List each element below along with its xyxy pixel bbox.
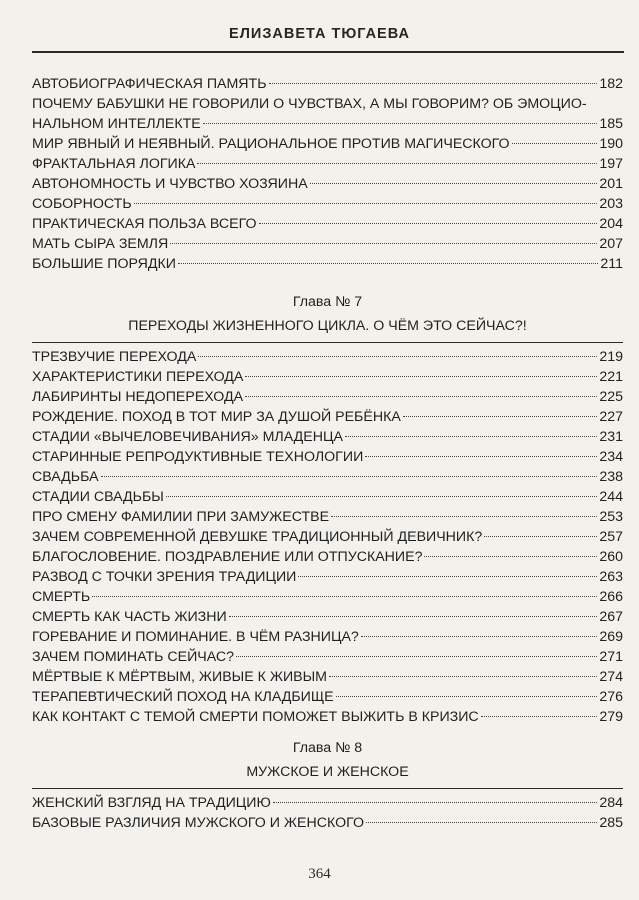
chapter-number: Глава № 8 <box>292 740 363 756</box>
toc-entry-page: 238 <box>599 469 623 485</box>
dot-leader <box>366 822 597 823</box>
dot-leader <box>134 203 598 204</box>
toc-entry-page: 227 <box>599 409 623 425</box>
toc-entry-page: 231 <box>599 429 623 445</box>
chapter-number: Глава № 7 <box>292 294 363 310</box>
toc-entry[interactable] <box>32 527 623 547</box>
dot-leader <box>197 163 597 164</box>
dot-leader <box>269 83 598 84</box>
toc-entry-page: 225 <box>599 389 623 405</box>
dot-leader <box>101 476 598 477</box>
toc-entry-title: МЁРТВЫЕ К МЁРТВЫМ, ЖИВЫЕ К ЖИВЫМ <box>32 669 327 685</box>
toc-entry[interactable] <box>32 234 623 254</box>
dot-leader <box>298 576 597 577</box>
toc-entry-title: СТАРИННЫЕ РЕПРОДУКТИВНЫЕ ТЕХНОЛОГИИ <box>32 449 364 465</box>
toc-entry-page: 219 <box>599 349 623 365</box>
toc-entry-page: 257 <box>599 529 623 545</box>
toc-entry-title: ЛАБИРИНТЫ НЕДОПЕРЕХОДА <box>32 389 244 405</box>
toc-entry-page: 267 <box>599 609 623 625</box>
toc-entry-title: ПРАКТИЧЕСКАЯ ПОЛЬЗА ВСЕГО <box>32 216 257 232</box>
toc-entry-title: ТРЕЗВУЧИЕ ПЕРЕХОДА <box>32 349 197 365</box>
dot-leader <box>345 436 597 437</box>
toc-entry-page: 274 <box>599 669 623 685</box>
toc-entry-page: 185 <box>599 116 623 132</box>
toc-entry-title: РАЗВОД С ТОЧКИ ЗРЕНИЯ ТРАДИЦИИ <box>32 569 297 585</box>
dot-leader <box>365 456 597 457</box>
toc-entry[interactable] <box>32 407 623 427</box>
chapter-divider <box>32 342 623 343</box>
chapter-title[interactable]: МУЖСКОЕ И ЖЕНСКОЕ <box>246 764 409 780</box>
dot-leader <box>484 536 597 537</box>
toc-entry-page: 271 <box>599 649 623 665</box>
toc-entry[interactable] <box>32 194 623 214</box>
toc-entry-title: БЛАГОСЛОВЕНИЕ. ПОЗДРАВЛЕНИЕ ИЛИ ОТПУСКАНИЕ? <box>32 549 423 565</box>
toc-entry-page: 263 <box>599 569 623 585</box>
toc-entry-page: 279 <box>599 709 623 725</box>
toc-entry-title: ТЕРАПЕВТИЧЕСКИЙ ПОХОД НА КЛАДБИЩЕ <box>32 689 334 705</box>
toc-entry-page: 190 <box>599 136 623 152</box>
toc-entry-title: ЖЕНСКИЙ ВЗГЛЯД НА ТРАДИЦИЮ <box>32 795 271 811</box>
toc-entry-title: ФРАКТАЛЬНАЯ ЛОГИКА <box>32 156 196 172</box>
dot-leader <box>92 596 597 597</box>
toc-entry-page: 266 <box>599 589 623 605</box>
toc-entry[interactable] <box>32 254 623 274</box>
toc-entry[interactable] <box>32 687 623 707</box>
toc-entry-title: РОЖДЕНИЕ. ПОХОД В ТОТ МИР ЗА ДУШОЙ РЕБЁНКА <box>32 409 401 425</box>
toc-entry-title: АВТОНОМНОСТЬ И ЧУВСТВО ХОЗЯИНА <box>32 176 308 192</box>
toc-entry-page: 204 <box>599 216 623 232</box>
toc-entry[interactable] <box>32 387 623 407</box>
dot-leader <box>259 223 598 224</box>
toc-section-top <box>32 74 623 274</box>
dot-leader <box>229 616 598 617</box>
dot-leader <box>310 183 598 184</box>
toc-entry[interactable] <box>32 607 623 627</box>
page-number: 364 <box>308 866 331 882</box>
toc-entry[interactable] <box>32 487 623 507</box>
toc-entry[interactable] <box>32 587 623 607</box>
toc-entry[interactable] <box>32 707 623 727</box>
dot-leader <box>481 716 598 717</box>
toc-entry[interactable] <box>32 547 623 567</box>
dot-leader <box>166 496 598 497</box>
toc-entry-page: 260 <box>599 549 623 565</box>
toc-entry-title: НАЛЬНОМ ИНТЕЛЛЕКТЕ <box>32 116 201 132</box>
toc-entry-title: СВАДЬБА <box>32 469 99 485</box>
toc-entry-page: 197 <box>599 156 623 172</box>
toc-entry-page: 285 <box>599 815 623 831</box>
toc-entry-page: 201 <box>599 176 623 192</box>
toc-entry-title: БАЗОВЫЕ РАЗЛИЧИЯ МУЖСКОГО И ЖЕНСКОГО <box>32 815 365 831</box>
toc-entry-page: 284 <box>599 795 623 811</box>
toc-entry-title: ХАРАКТЕРИСТИКИ ПЕРЕХОДА <box>32 369 244 385</box>
toc-entry-page: 253 <box>599 509 623 525</box>
toc-entry-page: 234 <box>599 449 623 465</box>
toc-entry[interactable] <box>32 367 623 387</box>
toc-entry[interactable] <box>32 74 623 94</box>
toc-entry[interactable] <box>32 667 623 687</box>
toc-entry-title: СТАДИИ «ВЫЧЕЛОВЕЧИВАНИЯ» МЛАДЕНЦА <box>32 429 343 445</box>
toc-entry-page: 269 <box>599 629 623 645</box>
dot-leader <box>329 676 597 677</box>
dot-leader <box>331 516 597 517</box>
dot-leader <box>236 656 597 657</box>
toc-entry-page: 207 <box>599 236 623 252</box>
toc-entry[interactable] <box>32 647 623 667</box>
toc-entry-page: 221 <box>599 369 623 385</box>
toc-entry[interactable] <box>32 134 623 154</box>
toc-entry-title: СМЕРТЬ КАК ЧАСТЬ ЖИЗНИ <box>32 609 227 625</box>
toc-entry-title: ПОЧЕМУ БАБУШКИ НЕ ГОВОРИЛИ О ЧУВСТВАХ, А МЫ ГОВОРИМ? ОБ ЭМОЦИО- <box>32 96 587 112</box>
toc-entry-title: СТАДИИ СВАДЬБЫ <box>32 489 164 505</box>
toc-entry-title: МИР ЯВНЫЙ И НЕЯВНЫЙ. РАЦИОНАЛЬНОЕ ПРОТИВ МАГИЧЕСКОГО <box>32 136 510 152</box>
toc-entry[interactable] <box>32 447 623 467</box>
toc-entry-title: СОБОРНОСТЬ <box>32 196 132 212</box>
toc-entry-title: ЗАЧЕМ СОВРЕМЕННОЙ ДЕВУШКЕ ТРАДИЦИОННЫЙ ДЕВИЧНИК? <box>32 529 483 545</box>
toc-entry-title: ЗАЧЕМ ПОМИНАТЬ СЕЙЧАС? <box>32 649 235 665</box>
dot-leader <box>170 243 597 244</box>
toc-entry-title: СМЕРТЬ <box>32 589 91 605</box>
toc-entry[interactable] <box>32 114 623 134</box>
toc-entry-title: АВТОБИОГРАФИЧЕСКАЯ ПАМЯТЬ <box>32 76 267 92</box>
toc-chapter-8 <box>32 738 623 833</box>
toc-entry-page: 276 <box>599 689 623 705</box>
toc-entry-title: ПРО СМЕНУ ФАМИЛИИ ПРИ ЗАМУЖЕСТВЕ <box>32 509 330 525</box>
dot-leader <box>245 396 597 397</box>
toc-entry-title: МАТЬ СЫРА ЗЕМЛЯ <box>32 236 169 252</box>
running-head-author: ЕЛИЗАВЕТА ТЮГАЕВА <box>229 26 410 42</box>
dot-leader <box>198 356 597 357</box>
toc-entry-title: КАК КОНТАКТ С ТЕМОЙ СМЕРТИ ПОМОЖЕТ ВЫЖИТЬ В КРИЗИС <box>32 709 479 725</box>
toc-entry[interactable] <box>32 813 623 833</box>
dot-leader <box>512 143 598 144</box>
dot-leader <box>178 263 598 264</box>
toc-entry-page: 203 <box>599 196 623 212</box>
toc-entry[interactable] <box>32 507 623 527</box>
toc-entry-title: БОЛЬШИЕ ПОРЯДКИ <box>32 256 176 272</box>
toc-entry[interactable] <box>32 214 623 234</box>
dot-leader <box>203 123 598 124</box>
toc-entry[interactable] <box>32 627 623 647</box>
toc-entry[interactable] <box>32 567 623 587</box>
toc-entry-title: ГОРЕВАНИЕ И ПОМИНАНИЕ. В ЧЁМ РАЗНИЦА? <box>32 629 359 645</box>
chapter-title[interactable]: ПЕРЕХОДЫ ЖИЗНЕННОГО ЦИКЛА. О ЧЁМ ЭТО СЕЙЧАС?! <box>128 318 527 334</box>
toc-entry[interactable] <box>32 467 623 487</box>
header-divider <box>32 51 624 53</box>
dot-leader <box>245 376 597 377</box>
toc-chapter-7 <box>32 292 623 727</box>
toc-entry-page: 244 <box>599 489 623 505</box>
dot-leader <box>336 696 598 697</box>
dot-leader <box>403 416 598 417</box>
toc-entry[interactable] <box>32 427 623 447</box>
toc-entry[interactable] <box>32 793 623 813</box>
dot-leader <box>273 802 598 803</box>
dot-leader <box>424 556 597 557</box>
dot-leader <box>361 636 598 637</box>
toc-entry-page: 211 <box>600 256 623 272</box>
toc-entry[interactable] <box>32 94 623 114</box>
toc-entry[interactable] <box>32 174 623 194</box>
toc-entry[interactable] <box>32 347 623 367</box>
toc-entry[interactable] <box>32 154 623 174</box>
toc-entry-page: 182 <box>599 76 623 92</box>
chapter-divider <box>32 788 623 789</box>
